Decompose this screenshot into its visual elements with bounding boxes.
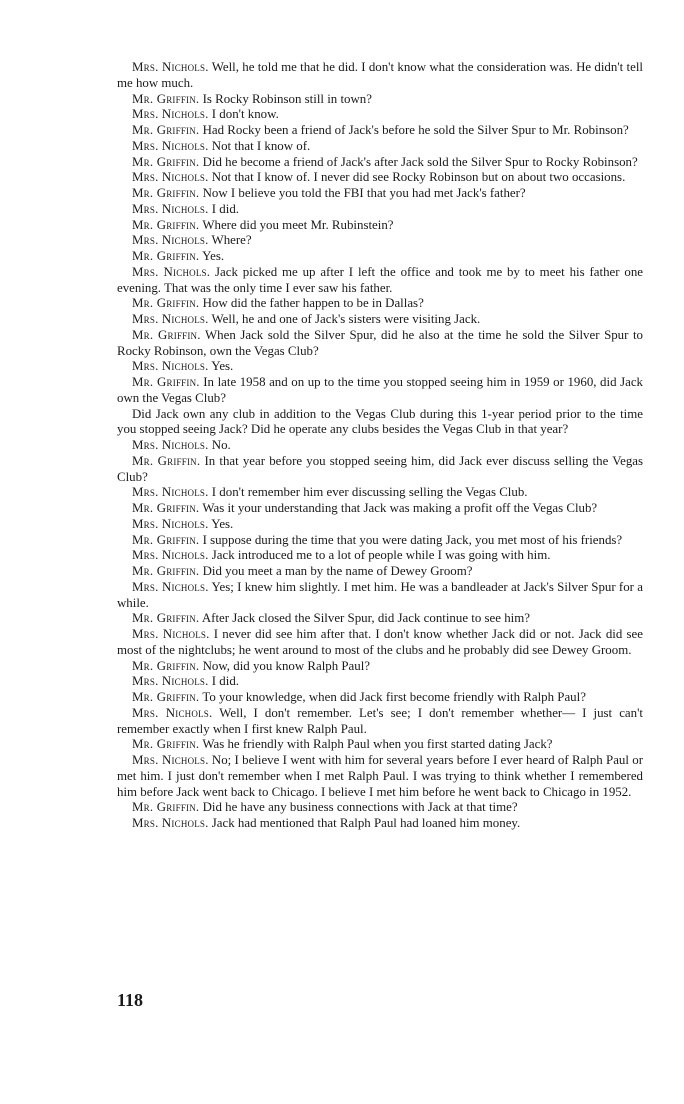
- speaker-label: Mrs. Nichols.: [132, 753, 209, 767]
- testimony-paragraph: [117, 249, 643, 265]
- testimony-paragraph: [117, 139, 643, 155]
- testimony-paragraph: [117, 627, 643, 659]
- speaker-label: Mr. Griffin.: [132, 91, 200, 106]
- speech-text: In late 1958 and on up to the time you stopped seeing him in 1959 or 1960, did Jack own the Vegas Club?: [117, 375, 643, 405]
- speech-text: No.: [208, 438, 231, 452]
- testimony-paragraph: [117, 233, 643, 249]
- speech-text: Now, did you know Ralph Paul?: [199, 658, 371, 673]
- testimony-paragraph: [117, 155, 643, 171]
- speech-text: Yes.: [208, 359, 234, 374]
- speaker-label: Mrs. Nichols.: [132, 264, 211, 279]
- speech-text: Well, he told me that he did. I don't know what the consideration was. He didn't tell me how much.: [117, 60, 643, 90]
- speech-text: To your knowledge, when did Jack first become friendly with Ralph Paul?: [199, 690, 586, 704]
- speech-text: Jack introduced me to a lot of people while I was going with him.: [208, 548, 551, 563]
- speaker-label: Mrs. Nichols.: [132, 107, 209, 122]
- speaker-label: Mrs. Nichols.: [132, 312, 209, 326]
- speech-text: I did.: [208, 201, 239, 216]
- speaker-label: Mrs. Nichols.: [132, 674, 209, 689]
- speech-text: I never did see him after that. I don't know whether Jack did or not. Jack did see most of the nightclubs; he went around to most of the clubs and he probably did see Dewey Groom.: [117, 627, 643, 657]
- speech-text: No; I believe I went with him for several years before I ever heard of Ralph Paul or met him. I just don't remember when I met Ralph Paul. I was trying to think whether I remembered him before Jack went back to Chicago. I believe I met him before he went back to Chicago in 1952.: [117, 753, 643, 799]
- speech-text: I don't know.: [208, 107, 279, 122]
- speaker-label: Mr. Griffin.: [132, 249, 200, 263]
- speaker-label: Mr. Griffin.: [132, 123, 200, 137]
- testimony-paragraph: [117, 312, 643, 328]
- speaker-label: Mr. Griffin.: [132, 186, 200, 200]
- speech-text: Jack had mentioned that Ralph Paul had loaned him money.: [208, 816, 521, 830]
- speaker-label: Mrs. Nichols.: [132, 516, 209, 531]
- speaker-label: Mrs. Nichols.: [132, 201, 209, 216]
- testimony-paragraph: [117, 438, 643, 454]
- testimony-paragraph: [117, 202, 643, 218]
- speaker-label: Mr. Griffin.: [132, 453, 201, 468]
- testimony-paragraph: [117, 107, 643, 123]
- testimony-paragraph: [117, 123, 643, 139]
- testimony-paragraph: [117, 753, 643, 800]
- testimony-paragraph: [117, 706, 643, 738]
- testimony-paragraph: [117, 485, 643, 501]
- speaker-label: Mrs. Nichols.: [132, 233, 209, 248]
- speech-text: After Jack closed the Silver Spur, did Jack continue to see him?: [199, 611, 530, 626]
- speaker-label: Mrs. Nichols.: [132, 359, 209, 374]
- speaker-label: Mr. Griffin.: [132, 737, 200, 752]
- testimony-paragraph: [117, 800, 643, 816]
- speaker-label: Mrs. Nichols.: [132, 438, 209, 452]
- testimony-paragraph: [117, 517, 643, 533]
- testimony-paragraph: [117, 659, 643, 675]
- speech-text: Did he become a friend of Jack's after Jack sold the Silver Spur to Rocky Robinson?: [199, 154, 638, 169]
- testimony-paragraph: [117, 407, 643, 439]
- testimony-text: [117, 60, 643, 832]
- speech-text: Not that I know of. I never did see Rocky Robinson but on about two occasions.: [208, 170, 626, 185]
- speaker-label: Mr. Griffin.: [132, 564, 200, 578]
- speaker-label: Mrs. Nichols.: [132, 816, 209, 830]
- speaker-label: Mrs. Nichols.: [132, 485, 209, 500]
- testimony-paragraph: [117, 218, 643, 234]
- speech-text: Yes; I knew him slightly. I met him. He was a bandleader at Jack's Silver Spur for a while.: [117, 579, 643, 610]
- speech-text: How did the father happen to be in Dallas?: [199, 296, 424, 311]
- testimony-paragraph: [117, 611, 643, 627]
- testimony-paragraph: [117, 170, 643, 186]
- speech-text: When Jack sold the Silver Spur, did he also at the time he sold the Silver Spur to Rocky Robinson, own the Vegas Club?: [117, 327, 643, 358]
- testimony-paragraph: [117, 60, 643, 92]
- speech-text: Well, I don't remember. Let's see; I don't remember whether— I just can't remember exactly when I first knew Ralph Paul.: [117, 705, 643, 736]
- speaker-label: Mrs. Nichols.: [132, 548, 209, 563]
- page-number: 118: [117, 990, 144, 1010]
- speech-text: I did.: [208, 674, 239, 689]
- speaker-label: Mr. Griffin.: [132, 327, 201, 342]
- speech-text: Where?: [208, 233, 252, 248]
- speech-text: Did you meet a man by the name of Dewey Groom?: [199, 564, 473, 578]
- speech-text: Was it your understanding that Jack was making a profit off the Vegas Club?: [199, 501, 598, 515]
- speaker-label: Mr. Griffin.: [132, 217, 200, 232]
- speaker-label: Mr. Griffin.: [132, 154, 200, 169]
- testimony-paragraph: [117, 580, 643, 612]
- testimony-paragraph: [117, 737, 643, 753]
- testimony-paragraph: [117, 674, 643, 690]
- testimony-paragraph: [117, 533, 643, 549]
- speech-text: Where did you meet Mr. Rubinstein?: [199, 217, 394, 232]
- speaker-label: Mr. Griffin.: [132, 296, 200, 311]
- testimony-paragraph: [117, 328, 643, 360]
- speaker-label: Mrs. Nichols.: [132, 60, 209, 74]
- speech-text: Did he have any business connections with Jack at that time?: [199, 800, 518, 815]
- testimony-paragraph: [117, 816, 643, 832]
- speaker-label: Mrs. Nichols.: [132, 138, 209, 153]
- speech-text: Yes.: [208, 516, 234, 531]
- speaker-label: Mr. Griffin.: [132, 611, 200, 626]
- speech-text: I don't remember him ever discussing selling the Vegas Club.: [208, 485, 528, 500]
- testimony-paragraph: [117, 548, 643, 564]
- testimony-paragraph: [117, 92, 643, 108]
- speaker-label: Mrs. Nichols.: [132, 705, 213, 720]
- testimony-paragraph: [117, 186, 643, 202]
- speech-text: Did Jack own any club in addition to the Vegas Club during this 1-year period prior to the time you stopped seeing Jack? Did he operate any clubs besides the Vegas Club in that year?: [117, 406, 643, 437]
- speaker-label: Mrs. Nichols.: [132, 170, 209, 185]
- speaker-label: Mr. Griffin.: [132, 501, 200, 515]
- speech-text: Well, he and one of Jack's sisters were visiting Jack.: [208, 312, 481, 326]
- testimony-paragraph: [117, 265, 643, 297]
- speaker-label: Mrs. Nichols.: [132, 627, 210, 641]
- speech-text: Now I believe you told the FBI that you had met Jack's father?: [199, 186, 526, 200]
- speech-text: Is Rocky Robinson still in town?: [199, 91, 372, 106]
- speaker-label: Mr. Griffin.: [132, 690, 200, 704]
- testimony-paragraph: [117, 375, 643, 407]
- testimony-paragraph: [117, 564, 643, 580]
- testimony-paragraph: [117, 690, 643, 706]
- speech-text: Was he friendly with Ralph Paul when you first started dating Jack?: [199, 737, 553, 752]
- testimony-paragraph: [117, 454, 643, 486]
- speaker-label: Mr. Griffin.: [132, 532, 200, 547]
- testimony-paragraph: [117, 296, 643, 312]
- testimony-paragraph: [117, 501, 643, 517]
- speaker-label: Mr. Griffin.: [132, 658, 200, 673]
- speech-text: Jack picked me up after I left the office and took me by to meet his father one evening. That was the only time I ever saw his father.: [117, 264, 643, 295]
- speaker-label: Mr. Griffin.: [132, 800, 200, 815]
- speech-text: Had Rocky been a friend of Jack's before he sold the Silver Spur to Mr. Robinson?: [199, 123, 629, 137]
- speech-text: Yes.: [199, 249, 225, 263]
- speech-text: In that year before you stopped seeing him, did Jack ever discuss selling the Vegas Club?: [117, 453, 643, 484]
- testimony-paragraph: [117, 359, 643, 375]
- speech-text: I suppose during the time that you were dating Jack, you met most of his friends?: [199, 532, 623, 547]
- speaker-label: Mrs. Nichols.: [132, 579, 209, 594]
- speech-text: Not that I know of.: [208, 138, 311, 153]
- speaker-label: Mr. Griffin.: [132, 375, 200, 389]
